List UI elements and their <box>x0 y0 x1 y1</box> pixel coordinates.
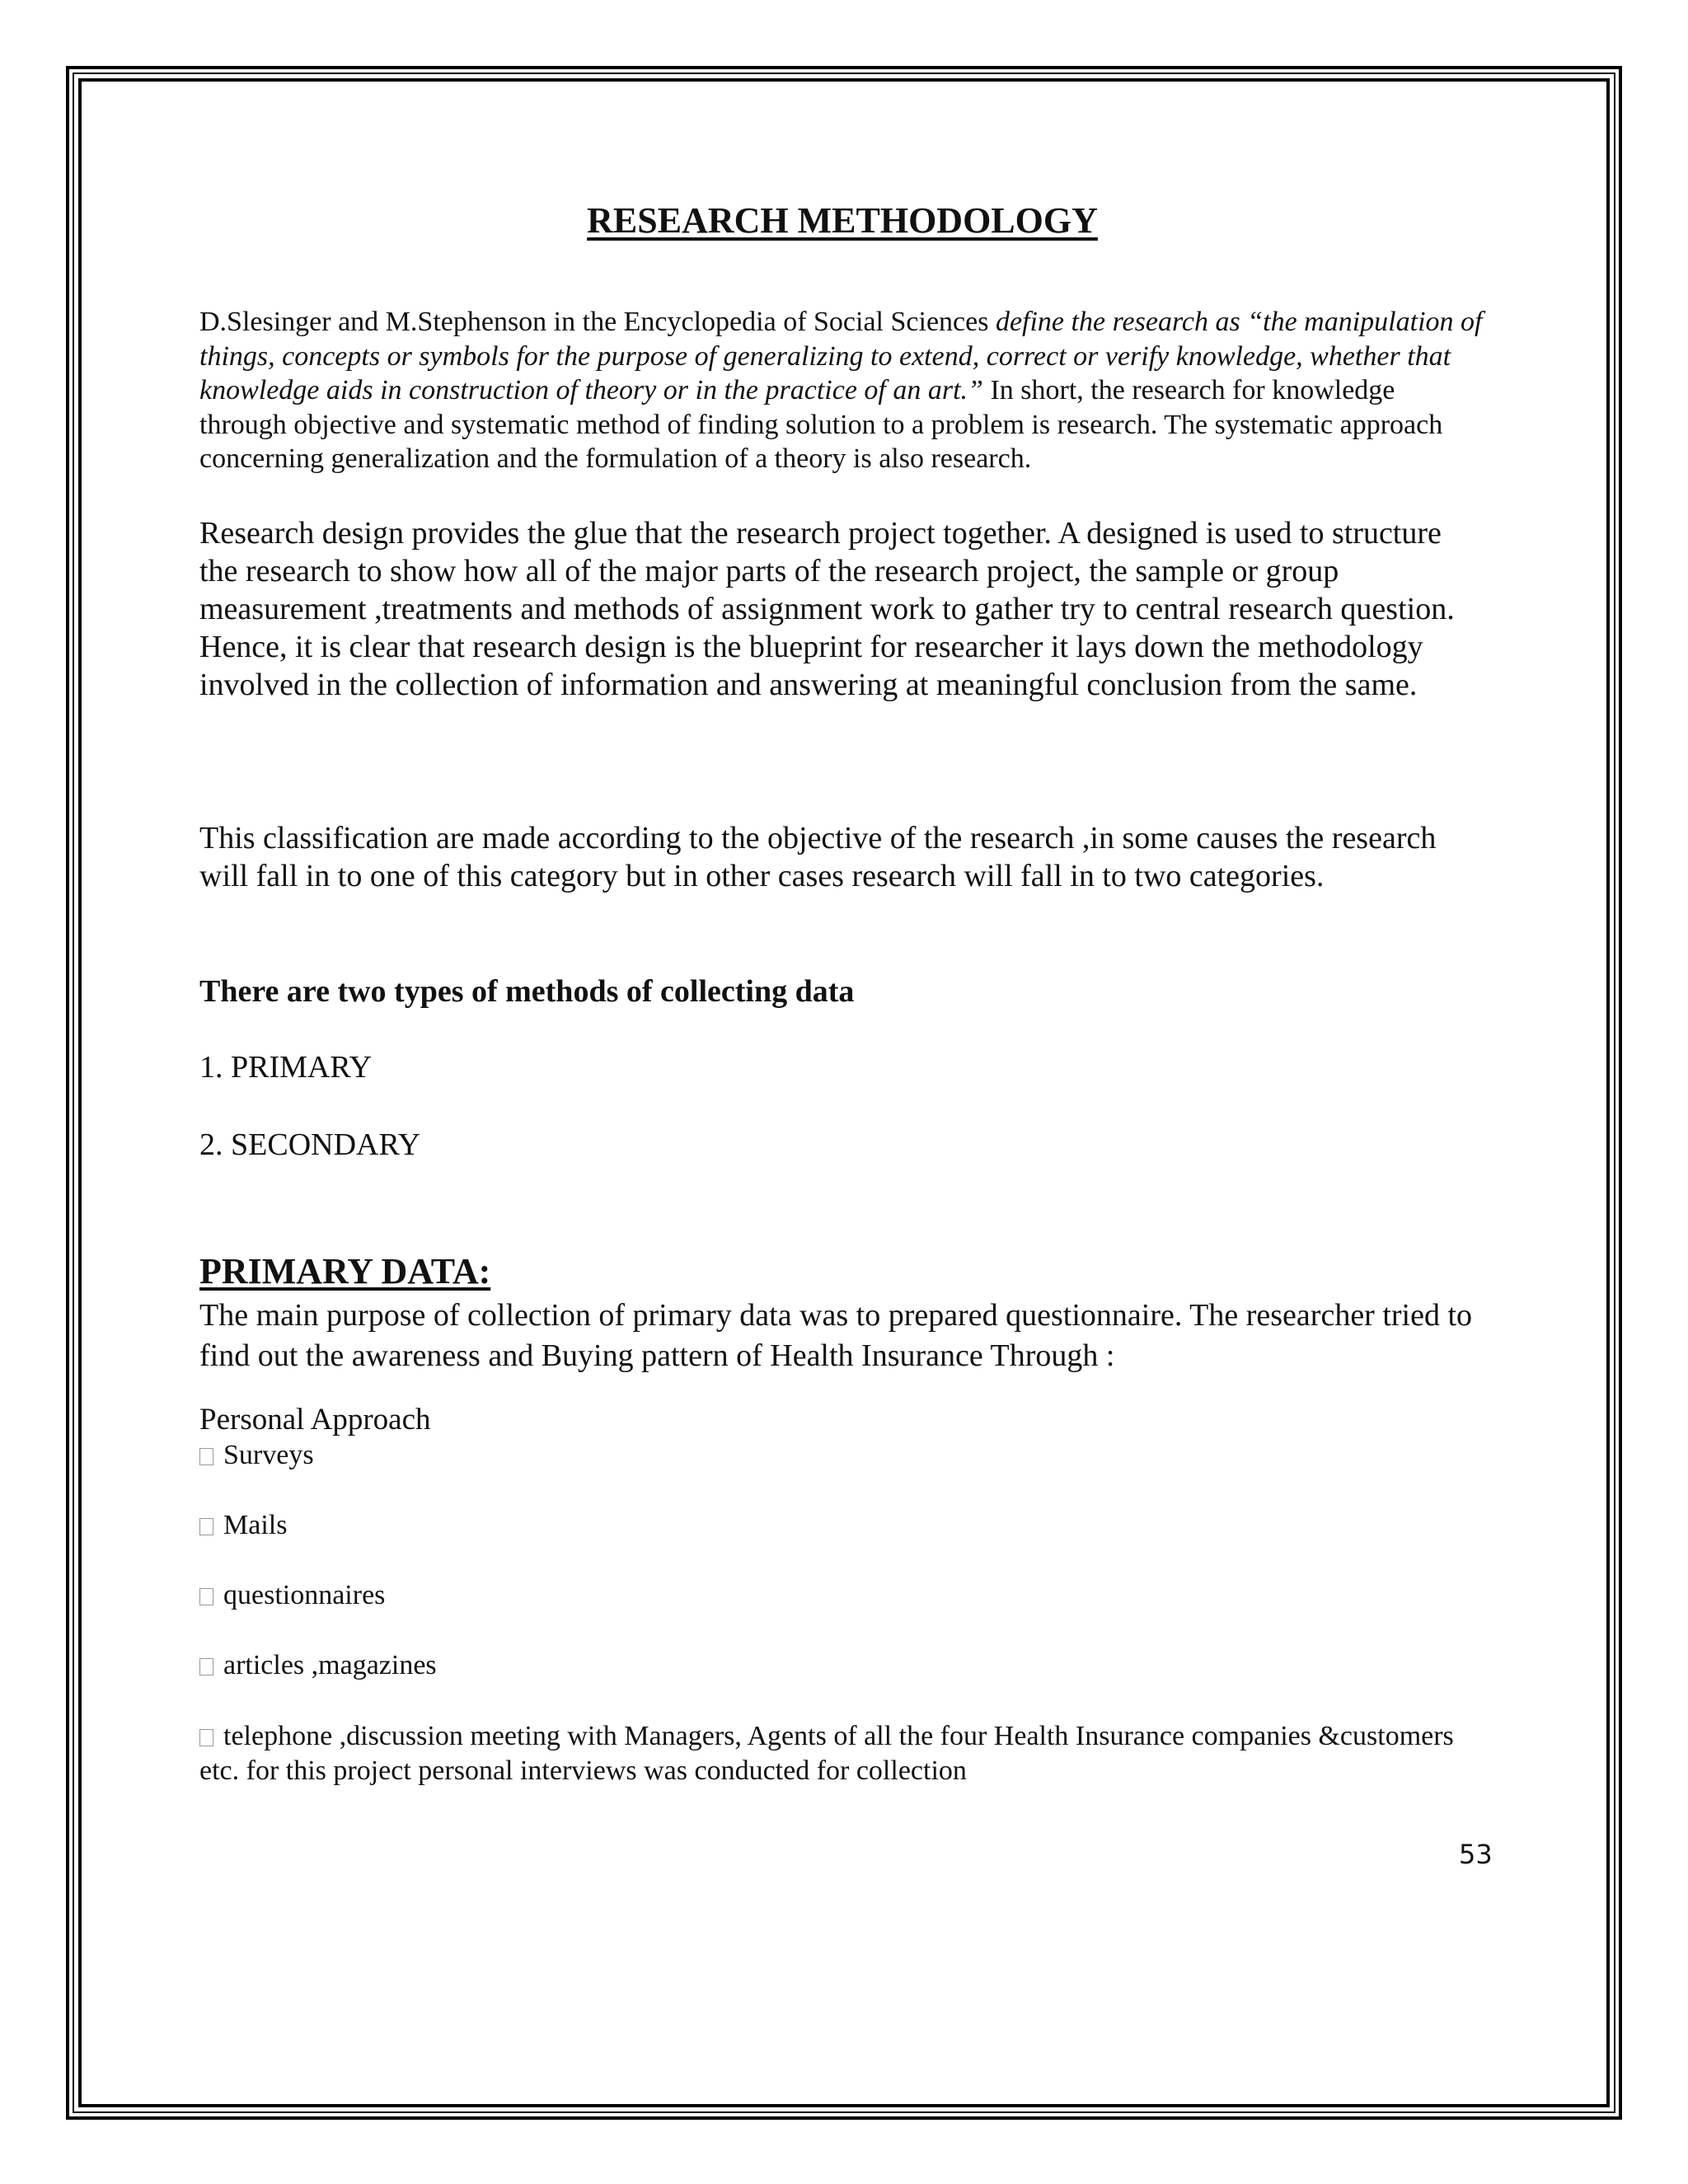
approach-item <box>199 1438 1485 1473</box>
definition-paragraph <box>199 305 1485 476</box>
approach-item-text: questionnaires <box>223 1580 386 1610</box>
blueprint-text: Hence, it is clear that research design is the blueprint for researcher it lays down the methodology involved in the collection of information and answering at meaningful conclusion from the same. <box>199 630 1423 702</box>
page-number: 53 <box>1459 1839 1493 1870</box>
approach-item-text: Mails <box>223 1510 288 1540</box>
definition-trail: In short, the research for knowledge through objective and systematic method of finding solution to a problem is research. The systematic approach concerning generalization and the formulation of a theory is also research. <box>199 375 1443 474</box>
research-design-paragraph <box>199 514 1485 704</box>
approach-item-text: articles ,magazines <box>223 1650 437 1680</box>
approach-item <box>199 1508 1485 1543</box>
page-title: RESEARCH METHODOLOGY <box>587 200 1098 241</box>
type-secondary: 2. SECONDARY <box>199 1127 421 1162</box>
approach-item <box>199 1578 1485 1613</box>
definition-lead: D.Slesinger and M.Stephenson in the Encyclopedia of Social Sciences <box>199 307 996 337</box>
definition-quote: define the research as “the manipulation of things, concepts or symbols for the purpose of generalizing to extend, correct or verify knowledge, whether that knowledge aids in construction of theory or in the practice of an art.” <box>199 307 1483 405</box>
bullet-box-icon <box>199 1588 213 1605</box>
type-primary: 1. PRIMARY <box>199 1050 373 1085</box>
bullet-box-icon <box>199 1729 213 1746</box>
personal-approach-label: Personal Approach <box>199 1403 431 1436</box>
classification-paragraph: This classification are made according to the objective of the research ,in some causes the research will fall in to one of this category but in other cases research will fall in to two categories. <box>199 821 1437 893</box>
bullet-box-icon <box>199 1658 213 1675</box>
approach-item <box>199 1648 1485 1683</box>
approach-item-text: telephone ,discussion meeting with Managers, Agents of all the four Health Insurance companies &customers etc. for this project personal interviews was conducted for collection <box>199 1721 1454 1786</box>
bullet-box-icon <box>199 1518 213 1535</box>
primary-data-heading: PRIMARY DATA: <box>199 1251 491 1291</box>
types-heading: There are two types of methods of collecting data <box>199 974 855 1009</box>
primary-data-paragraph: The main purpose of collection of primary data was to prepared questionnaire. The researcher tried to find out the awareness and Buying pattern of Health Insurance Through : <box>199 1298 1473 1373</box>
approach-item-text: Surveys <box>223 1440 314 1470</box>
approach-item <box>199 1719 1485 1788</box>
research-design-text: Research design provides the glue that the research project together. A designed is used to structure the research to show how all of the major parts of the research project, the sample or group measurement ,treatments and methods of assignment work to gather try to central research question. <box>199 516 1455 626</box>
bullet-box-icon <box>199 1448 213 1465</box>
